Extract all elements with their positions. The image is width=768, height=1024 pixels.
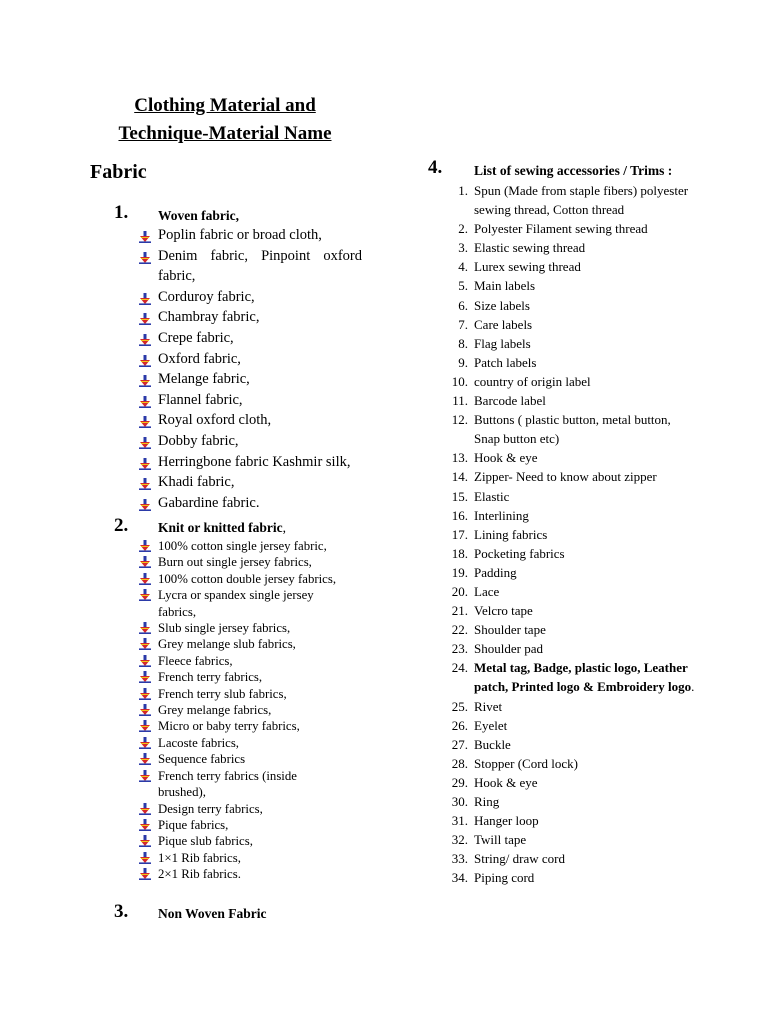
trims-item-number: 2. bbox=[458, 221, 468, 237]
trims-item-text: country of origin label bbox=[474, 373, 591, 389]
knit-item bbox=[136, 669, 346, 685]
down-arrow-bullet-icon bbox=[138, 435, 152, 447]
document-title bbox=[90, 92, 360, 148]
woven-item-text: Herringbone fabric Kashmir silk, bbox=[158, 453, 351, 470]
trims-item bbox=[446, 391, 696, 410]
trims-list bbox=[446, 181, 696, 887]
trims-item bbox=[446, 716, 696, 735]
trims-item-number: 29. bbox=[451, 774, 468, 790]
trims-item-text: Padding bbox=[474, 564, 517, 580]
knit-title-suffix: , bbox=[282, 520, 286, 535]
knit-item bbox=[136, 718, 346, 734]
down-arrow-bullet-icon bbox=[138, 229, 152, 241]
knit-item-text: Grey melange fabrics, bbox=[158, 703, 272, 718]
trims-item-number: 18. bbox=[451, 545, 468, 561]
woven-item-text: Denim fabric, Pinpoint oxford fabric, bbox=[158, 247, 362, 285]
woven-list bbox=[136, 225, 362, 513]
trims-item bbox=[446, 467, 696, 486]
trims-item bbox=[446, 697, 696, 716]
trims-item-text: Lining fabrics bbox=[474, 526, 548, 542]
trims-item-number: 28. bbox=[451, 755, 468, 771]
trims-item-number: 6. bbox=[458, 297, 468, 313]
knit-item bbox=[136, 554, 346, 570]
down-arrow-bullet-icon bbox=[138, 737, 152, 749]
trims-item-text: Lurex sewing thread bbox=[474, 259, 581, 275]
trims-item-number: 5. bbox=[458, 278, 468, 294]
woven-item bbox=[136, 246, 362, 287]
down-arrow-bullet-icon bbox=[138, 704, 152, 716]
trims-item-number: 25. bbox=[451, 698, 468, 714]
trims-item bbox=[446, 219, 696, 238]
fabric-heading: Fabric bbox=[90, 161, 147, 183]
woven-title: Woven fabric, bbox=[158, 208, 239, 223]
trims-item-text: Hanger loop bbox=[474, 813, 539, 829]
trims-item-text: Metal tag, Badge, plastic logo, Leather patch, Printed logo & Embroidery logo bbox=[474, 660, 692, 695]
trims-item-text: Care labels bbox=[474, 316, 533, 332]
trims-item bbox=[446, 601, 696, 620]
down-arrow-bullet-icon bbox=[138, 332, 152, 344]
trims-item-number: 34. bbox=[451, 870, 468, 886]
trims-item bbox=[446, 181, 696, 219]
trims-item bbox=[446, 773, 696, 792]
trims-item bbox=[446, 525, 696, 544]
trims-item-number: 8. bbox=[458, 335, 468, 351]
knit-item bbox=[136, 702, 346, 718]
trims-item-number: 32. bbox=[451, 832, 468, 848]
trims-item-text: Hook & eye bbox=[474, 450, 538, 466]
knit-list bbox=[136, 538, 346, 883]
trims-item-number: 16. bbox=[451, 507, 468, 523]
knit-title bbox=[158, 520, 286, 536]
trims-item-text: Stopper (Cord lock) bbox=[474, 755, 578, 771]
knit-item-text: Sequence fabrics bbox=[158, 752, 246, 767]
down-arrow-bullet-icon bbox=[138, 540, 152, 552]
trims-item-text: Zipper- Need to know about zipper bbox=[474, 469, 657, 485]
knit-item bbox=[136, 653, 346, 669]
trims-item-text: Hook & eye bbox=[474, 774, 538, 790]
down-arrow-bullet-icon bbox=[138, 589, 152, 601]
knit-item-text: Pique fabrics, bbox=[158, 817, 229, 832]
knit-item-text: Burn out single jersey fabrics, bbox=[158, 555, 312, 570]
trims-item-text: Ring bbox=[474, 794, 500, 809]
down-arrow-bullet-icon bbox=[138, 456, 152, 468]
trims-item-text: Buckle bbox=[474, 736, 511, 752]
trims-item-number: 20. bbox=[451, 583, 468, 599]
down-arrow-bullet-icon bbox=[138, 835, 152, 847]
down-arrow-bullet-icon bbox=[138, 353, 152, 365]
down-arrow-bullet-icon bbox=[138, 803, 152, 815]
knit-item bbox=[136, 636, 346, 652]
knit-item-text: Lacoste fabrics, bbox=[158, 735, 240, 750]
trims-item-text: Elastic bbox=[474, 488, 510, 504]
trims-item bbox=[446, 353, 696, 372]
knit-item bbox=[136, 620, 346, 636]
trims-item-text: Shoulder pad bbox=[474, 641, 543, 657]
down-arrow-bullet-icon bbox=[138, 250, 152, 262]
down-arrow-bullet-icon bbox=[138, 868, 152, 880]
trims-item bbox=[446, 754, 696, 773]
trims-item-text: Twill tape bbox=[474, 832, 527, 848]
trims-item bbox=[446, 620, 696, 639]
knit-item-text: 1×1 Rib fabrics, bbox=[158, 850, 241, 865]
woven-item bbox=[136, 472, 362, 493]
woven-item bbox=[136, 410, 362, 431]
down-arrow-bullet-icon bbox=[138, 622, 152, 634]
trims-item-text: Barcode label bbox=[474, 393, 546, 409]
trims-item bbox=[446, 582, 696, 601]
trims-title: List of sewing accessories / Trims : bbox=[474, 163, 673, 178]
down-arrow-bullet-icon bbox=[138, 394, 152, 406]
woven-item-text: Flannel fabric, bbox=[158, 391, 243, 408]
trims-item bbox=[446, 849, 696, 868]
trims-item bbox=[446, 238, 696, 257]
trims-item-number: 21. bbox=[451, 603, 468, 619]
trims-item-number: 22. bbox=[451, 622, 468, 638]
title-line-1: Clothing Material and bbox=[134, 95, 316, 116]
trims-item bbox=[446, 735, 696, 754]
knit-item bbox=[136, 587, 346, 620]
trims-item bbox=[446, 563, 696, 582]
trims-item bbox=[446, 792, 696, 811]
trims-item-number: 4. bbox=[458, 259, 468, 275]
knit-item bbox=[136, 817, 346, 833]
trims-number: 4. bbox=[428, 157, 443, 178]
nonwoven-number: 3. bbox=[114, 901, 129, 922]
trims-item-text: Rivet bbox=[474, 698, 503, 714]
trims-item-text: String/ draw cord bbox=[474, 851, 565, 867]
trims-item bbox=[446, 257, 696, 276]
trims-item bbox=[446, 448, 696, 467]
down-arrow-bullet-icon bbox=[138, 311, 152, 323]
knit-item bbox=[136, 833, 346, 849]
woven-item bbox=[136, 349, 362, 370]
trims-item-text: Velcro tape bbox=[474, 603, 533, 619]
knit-item-text: 100% cotton single jersey fabric, bbox=[158, 539, 327, 553]
trims-item bbox=[446, 315, 696, 334]
knit-item-text: Slub single jersey fabrics, bbox=[158, 621, 291, 636]
trims-item bbox=[446, 334, 696, 353]
trims-item bbox=[446, 868, 696, 887]
knit-item-text: French terry fabrics, bbox=[158, 670, 263, 685]
trims-item-text: Polyester Filament sewing thread bbox=[474, 221, 648, 237]
down-arrow-bullet-icon bbox=[138, 688, 152, 700]
woven-item-text: Khadi fabric, bbox=[158, 474, 235, 491]
woven-item-text: Chambray fabric, bbox=[158, 309, 260, 326]
woven-item bbox=[136, 452, 362, 473]
knit-item-text: Micro or baby terry fabrics, bbox=[158, 719, 300, 734]
trims-item-text: Pocketing fabrics bbox=[474, 545, 565, 561]
down-arrow-bullet-icon bbox=[138, 497, 152, 509]
knit-item bbox=[136, 538, 346, 554]
knit-item-text: 100% cotton double jersey fabrics, bbox=[158, 571, 337, 586]
knit-item bbox=[136, 751, 346, 767]
trims-item bbox=[446, 487, 696, 506]
trims-item bbox=[446, 410, 696, 448]
woven-item bbox=[136, 287, 362, 308]
woven-item-text: Royal oxford cloth, bbox=[158, 412, 272, 429]
knit-item bbox=[136, 866, 346, 882]
trims-item bbox=[446, 372, 696, 391]
trims-item-text: Flag labels bbox=[474, 335, 531, 351]
trims-item-number: 12. bbox=[451, 412, 468, 428]
knit-item bbox=[136, 801, 346, 817]
knit-item-text: Design terry fabrics, bbox=[158, 801, 263, 816]
knit-item-text: Fleece fabrics, bbox=[158, 653, 233, 668]
trims-item bbox=[446, 276, 696, 295]
woven-item bbox=[136, 493, 362, 514]
down-arrow-bullet-icon bbox=[138, 556, 152, 568]
trims-item-number: 23. bbox=[451, 641, 468, 657]
woven-item bbox=[136, 307, 362, 328]
down-arrow-bullet-icon bbox=[138, 770, 152, 782]
knit-item-text: Lycra or spandex single jersey fabrics, bbox=[158, 588, 314, 619]
knit-item-text: French terry slub fabrics, bbox=[158, 686, 287, 701]
knit-item bbox=[136, 735, 346, 751]
trims-item-text: Interlining bbox=[474, 507, 529, 523]
trims-item-number: 26. bbox=[451, 717, 468, 733]
knit-title-text: Knit or knitted fabric bbox=[158, 520, 283, 535]
knit-item-text: Grey melange slub fabrics, bbox=[158, 637, 296, 652]
trims-item bbox=[446, 506, 696, 525]
knit-number: 2. bbox=[114, 515, 129, 536]
trims-item-number: 1. bbox=[458, 183, 468, 198]
woven-item-text: Dobby fabric, bbox=[158, 432, 239, 449]
trims-item-text: Buttons ( plastic button, metal button, Snap button etc) bbox=[474, 412, 671, 447]
trims-item-number: 33. bbox=[451, 851, 468, 867]
trims-item-number: 30. bbox=[451, 794, 468, 809]
down-arrow-bullet-icon bbox=[138, 414, 152, 426]
trims-item-number: 3. bbox=[458, 240, 468, 256]
trims-item bbox=[446, 639, 696, 658]
woven-item bbox=[136, 225, 362, 246]
trims-item-number: 10. bbox=[451, 373, 468, 389]
trims-item-number: 24. bbox=[451, 660, 468, 676]
woven-item-text: Gabardine fabric. bbox=[158, 494, 260, 511]
knit-item-text: French terry fabrics (inside brushed), bbox=[158, 768, 297, 800]
down-arrow-bullet-icon bbox=[138, 852, 152, 864]
trims-item-number: 27. bbox=[451, 736, 468, 752]
down-arrow-bullet-icon bbox=[138, 671, 152, 683]
knit-item bbox=[136, 686, 346, 702]
title-line-2: Technique-Material Name bbox=[118, 123, 332, 144]
trims-item bbox=[446, 658, 696, 696]
woven-item bbox=[136, 390, 362, 411]
down-arrow-bullet-icon bbox=[138, 476, 152, 488]
knit-item-text: 2×1 Rib fabrics. bbox=[158, 867, 241, 882]
woven-item bbox=[136, 431, 362, 452]
trims-item-number: 7. bbox=[458, 316, 468, 332]
woven-item-text: Poplin fabric or broad cloth, bbox=[158, 227, 322, 243]
down-arrow-bullet-icon bbox=[138, 373, 152, 385]
woven-item-text: Melange fabric, bbox=[158, 371, 250, 388]
trims-item bbox=[446, 811, 696, 830]
trims-item-text: Eyelet bbox=[474, 717, 508, 733]
trims-item-number: 11. bbox=[452, 393, 468, 409]
woven-item-text: Corduroy fabric, bbox=[158, 288, 255, 305]
nonwoven-title: Non Woven Fabric bbox=[158, 906, 267, 921]
knit-item bbox=[136, 768, 346, 801]
woven-item bbox=[136, 369, 362, 390]
trims-item-suffix: . bbox=[691, 679, 695, 695]
trims-item-number: 13. bbox=[451, 450, 468, 466]
trims-item-text: Size labels bbox=[474, 297, 530, 313]
woven-item-text: Oxford fabric, bbox=[158, 350, 241, 367]
knit-item-text: Pique slub fabrics, bbox=[158, 834, 253, 849]
trims-item-number: 19. bbox=[451, 564, 468, 580]
trims-item-number: 31. bbox=[451, 813, 468, 829]
trims-item bbox=[446, 544, 696, 563]
down-arrow-bullet-icon bbox=[138, 753, 152, 765]
trims-item-text: Patch labels bbox=[474, 354, 537, 370]
trims-item-number: 15. bbox=[451, 488, 468, 504]
trims-item-text: Piping cord bbox=[474, 870, 535, 886]
trims-item-number: 14. bbox=[451, 469, 468, 485]
trims-item-text: Lace bbox=[474, 583, 500, 599]
trims-item-number: 17. bbox=[451, 526, 468, 542]
woven-item-text: Crepe fabric, bbox=[158, 329, 234, 346]
down-arrow-bullet-icon bbox=[138, 819, 152, 831]
trims-item bbox=[446, 830, 696, 849]
trims-item bbox=[446, 296, 696, 315]
down-arrow-bullet-icon bbox=[138, 720, 152, 732]
knit-item bbox=[136, 850, 346, 866]
woven-item bbox=[136, 328, 362, 349]
trims-item-number: 9. bbox=[458, 354, 468, 370]
down-arrow-bullet-icon bbox=[138, 638, 152, 650]
trims-item-text: Shoulder tape bbox=[474, 622, 546, 638]
trims-item-text: Main labels bbox=[474, 278, 536, 294]
trims-item-text: Elastic sewing thread bbox=[474, 240, 586, 256]
down-arrow-bullet-icon bbox=[138, 655, 152, 667]
down-arrow-bullet-icon bbox=[138, 291, 152, 303]
down-arrow-bullet-icon bbox=[138, 573, 152, 585]
woven-number: 1. bbox=[114, 202, 129, 223]
knit-item bbox=[136, 571, 346, 587]
trims-item-text: Spun (Made from staple fibers) polyester sewing thread, Cotton thread bbox=[474, 183, 689, 218]
